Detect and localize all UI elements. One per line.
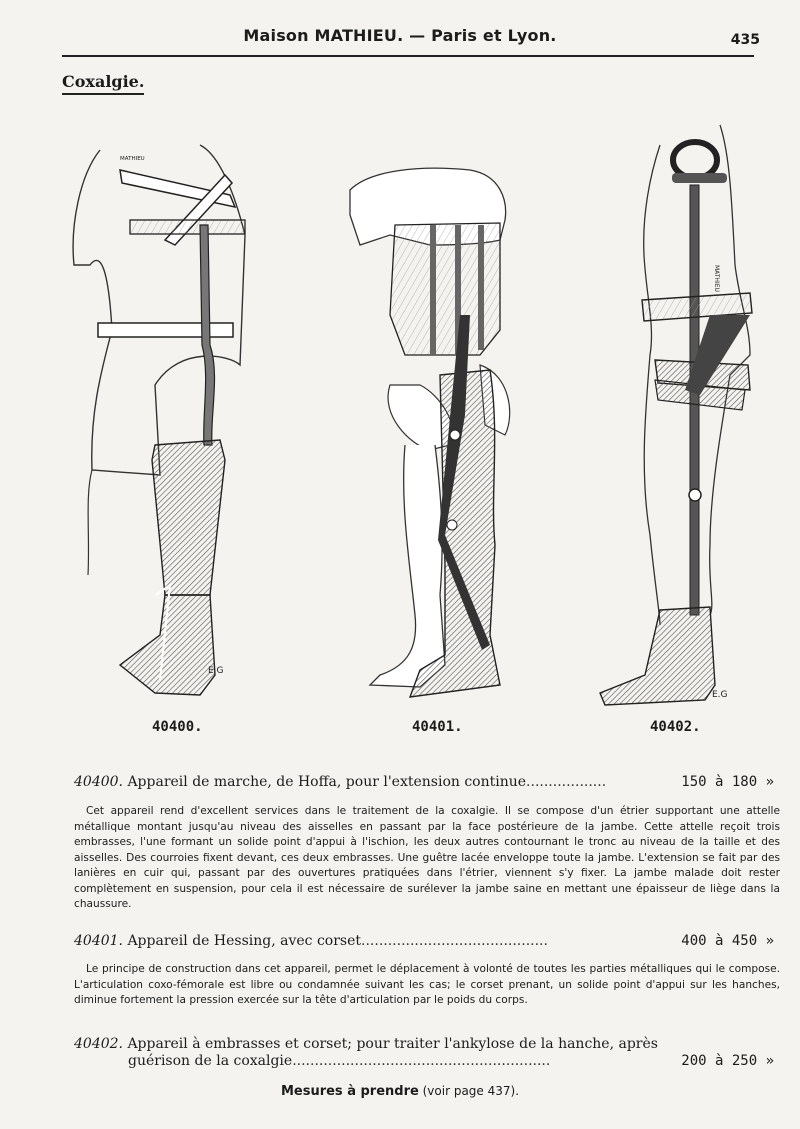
figure-40400 (73, 145, 245, 695)
item-title: Appareil de marche, de Hoffa, pour l'extension continue (123, 774, 527, 790)
orthopedic-appliances-illustration (60, 115, 760, 725)
mathieu-stamp-1: MATHIEU (120, 156, 145, 162)
item-40400-description: Cet appareil rend d'excellent services dans le traitement de la coxalgie. Il se compose d'un étrier supportant une attelle métallique montant jusqu'au niveau des aisselles en passant par la face postérieure de la jambe. Cette attelle reçoit trois embrasses, l'une formant un solide point d'appui à l'ischion, les deux autres contournant le tronc au niveau de la taille et des aisselles. Des courroies fixent devant, ces deux embrasses. Une guêtre lacée enveloppe toute la jambe. L'extension se fait par des lanières en cuir qui, passant par des ouvertures pratiquées dans l'étrier, viennent s'y fixer. La jambe malade doit rester complètement en suspension, pour cela il est nécessaire de surélever la jambe saine en mettant une épaisseur de liège dans la chaussure. (74, 805, 780, 910)
item-code: 40400. (74, 774, 123, 790)
mathieu-stamp-3: MATHIEU (713, 265, 720, 292)
item-title-continued: guérison de la coxalgie (128, 1053, 293, 1069)
engraver-signature-3: E.G (712, 690, 728, 700)
item-40401-description: Le principe de construction dans cet appareil, permet le déplacement à volonté de toutes les parties métalliques qui le compose. L'articulation coxo-fémorale est libre ou condamnée suivant les cas; le corset prenant, un solide point d'appui sur les hanches, diminue fortement la pression exercée sur la tête d'articulation par le poids du corps. (74, 963, 780, 1006)
item-title: Appareil de Hessing, avec corset (123, 933, 362, 949)
figure-40401 (350, 168, 510, 697)
item-price: 200 à 250 » (681, 1053, 774, 1069)
page-number: 435 (730, 32, 760, 48)
measurements-label: Mesures à prendre (280, 1084, 419, 1099)
leader-dots: .................. (526, 774, 607, 790)
item-code: 40401. (74, 933, 123, 949)
leader-dots: .......................................... (361, 933, 548, 949)
leader-dots: .......................................................... (292, 1053, 551, 1069)
measurements-note (0, 1084, 800, 1099)
figure-caption-40401: 40401. (412, 719, 463, 735)
header-rule (62, 55, 754, 57)
section-title: Coxalgie. (62, 72, 144, 95)
figure-caption-40402: 40402. (650, 719, 701, 735)
item-40400-line (74, 774, 774, 790)
item-title: Appareil à embrasses et corset; pour traiter l'ankylose de la hanche, après (123, 1036, 658, 1052)
item-price: 150 à 180 » (681, 774, 774, 790)
item-code: 40402. (74, 1036, 123, 1052)
item-40402-line (74, 1036, 774, 1052)
page-header-title: Maison MATHIEU. — Paris et Lyon. (243, 26, 557, 45)
item-40401-line (74, 933, 774, 949)
measurements-reference: (voir page 437). (418, 1084, 520, 1098)
engraver-signature-1: E.G (208, 666, 224, 676)
item-40402-line-2 (128, 1053, 774, 1069)
figure-40402 (600, 125, 752, 705)
illustrations (60, 115, 760, 725)
figure-caption-40400: 40400. (152, 719, 203, 735)
item-price: 400 à 450 » (681, 933, 774, 949)
